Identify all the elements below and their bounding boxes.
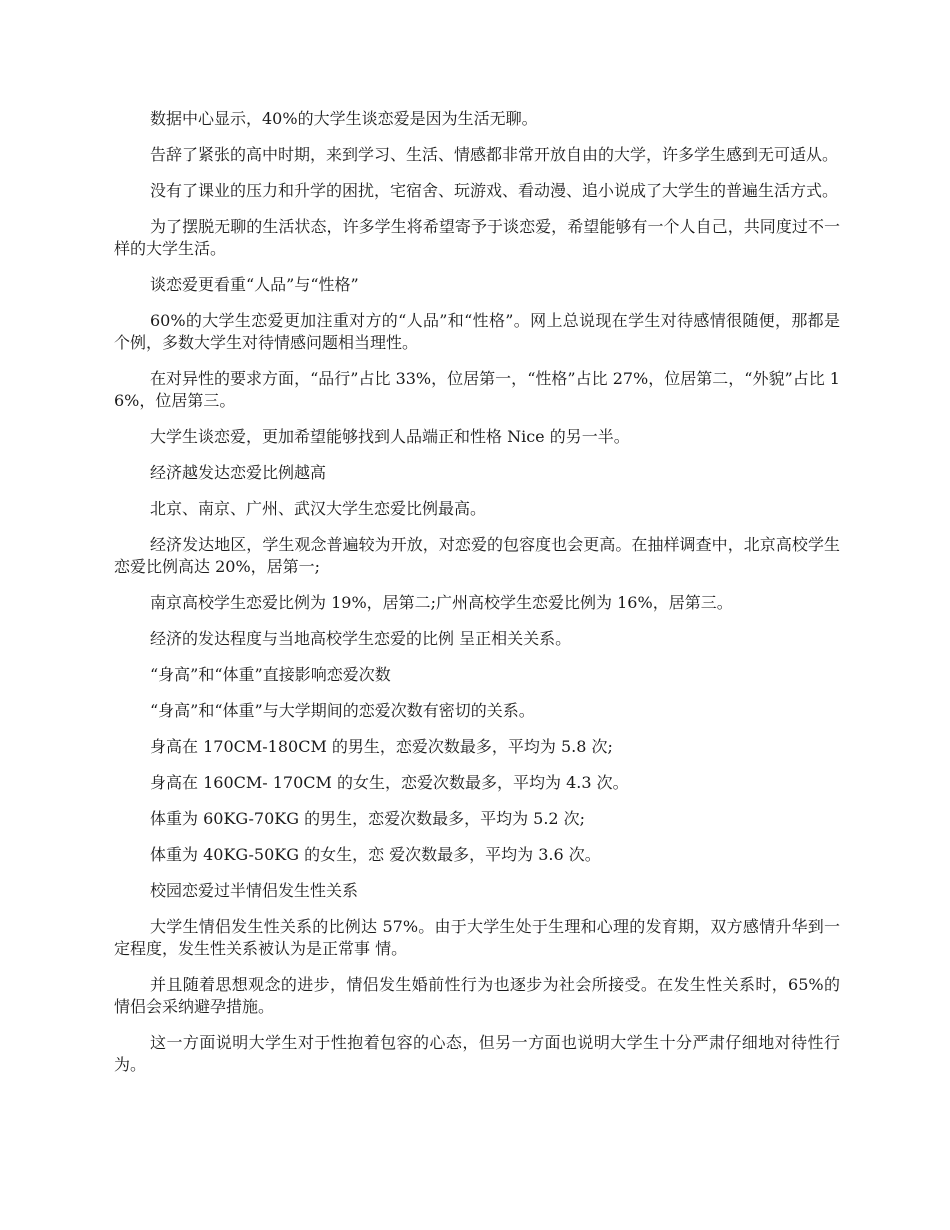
paragraph: 大学生谈恋爱，更加希望能够找到人品端正和性格 Nice 的另一半。 <box>150 427 630 446</box>
paragraph: “身高”和“体重”与大学期间的恋爱次数有密切的关系。 <box>150 701 535 720</box>
paragraph: 体重为 40KG-50KG 的女生，恋 爱次数最多，平均为 3.6 次。 <box>150 845 601 864</box>
paragraph: 经济发达地区，学生观念普遍较为开放，对恋爱的包容度也会更高。在抽样调查中，北京高校学生恋爱比例高达 20%，居第一; <box>114 535 840 576</box>
paragraph: 体重为 60KG-70KG 的男生，恋爱次数最多，平均为 5.2 次; <box>150 809 586 828</box>
paragraph: 数据中心显示，40%的大学生谈恋爱是因为生活无聊。 <box>150 109 538 128</box>
paragraph: 没有了课业的压力和升学的困扰，宅宿舍、玩游戏、看动漫、追小说成了大学生的普遍生活方式。 <box>150 181 839 200</box>
paragraph: 身高在 160CM- 170CM 的女生，恋爱次数最多，平均为 4.3 次。 <box>150 773 629 792</box>
paragraph: 告辞了紧张的高中时期，来到学习、生活、情感都非常开放自由的大学，许多学生感到无可适从。 <box>150 145 839 164</box>
paragraph: 并且随着思想观念的进步，情侣发生婚前性行为也逐步为社会所接受。在发生性关系时，65%的情侣会采纳避孕措施。 <box>114 975 840 1016</box>
paragraph: 南京高校学生恋爱比例为 19%，居第二;广州高校学生恋爱比例为 16%，居第三。 <box>150 593 733 612</box>
section-heading: 谈恋爱更看重“人品”与“性格” <box>150 275 359 294</box>
paragraph: 在对异性的要求方面，“品行”占比 33%，位居第一，“性格”占比 27%，位居第二，“外貌”占比 16%，位居第三。 <box>114 369 840 410</box>
section-heading: 经济越发达恋爱比例越高 <box>150 463 327 482</box>
paragraph: 大学生情侣发生性关系的比例达 57%。由于大学生处于生理和心理的发育期，双方感情升华到一定程度，发生性关系被认为是正常事 情。 <box>114 917 840 958</box>
paragraph: 这一方面说明大学生对于性抱着包容的心态，但另一方面也说明大学生十分严肃仔细地对待性行为。 <box>114 1033 840 1074</box>
section-heading: 校园恋爱过半情侣发生性关系 <box>150 881 359 900</box>
section-heading: “身高”和“体重”直接影响恋爱次数 <box>150 665 391 684</box>
paragraph: 为了摆脱无聊的生活状态，许多学生将希望寄予于谈恋爱，希望能够有一个人自己，共同度过不一样的大学生活。 <box>114 217 840 258</box>
paragraph: 经济的发达程度与当地高校学生恋爱的比例 呈正相关关系。 <box>150 629 572 648</box>
paragraph: 60%的大学生恋爱更加注重对方的“人品”和“性格”。网上总说现在学生对待感情很随便，那都是个例，多数大学生对待情感问题相当理性。 <box>114 311 840 352</box>
paragraph: 身高在 170CM-180CM 的男生，恋爱次数最多，平均为 5.8 次; <box>150 737 613 756</box>
paragraph: 北京、南京、广州、武汉大学生恋爱比例最高。 <box>150 499 487 518</box>
